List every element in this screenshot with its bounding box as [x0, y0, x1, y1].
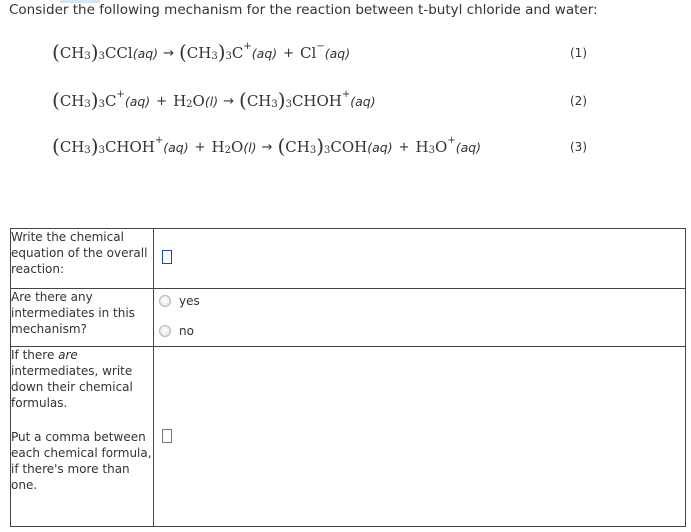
option-yes[interactable] [159, 292, 685, 310]
row-intermediates-formula [11, 347, 686, 527]
instruction-text-b: intermediates, write down their chemical formulas. [11, 364, 133, 410]
row-overall [11, 229, 686, 289]
equation-2: ( CH $_3$ ) $_3$ C + (aq) + H $_2$ O (l) → ( CH $_3$ ) $_3$ CHOH + (aq) (2) [52, 88, 587, 112]
row-intermediates-exist [11, 289, 686, 347]
question-intro: Consider the following mechanism for the reaction between t-butyl chloride and water: [9, 2, 598, 18]
no-radio[interactable] [159, 325, 171, 337]
overall-equation-input[interactable] [162, 250, 172, 264]
equation-2-number: (2) [570, 94, 587, 108]
no-label: no [179, 324, 194, 338]
equation-1-number: (1) [570, 46, 587, 60]
intermediates-formula-input[interactable] [162, 429, 172, 443]
equation-3-number: (3) [570, 140, 587, 154]
overall-prompt: Write the chemical equation of the overall reaction: [11, 229, 154, 289]
intermediates-formula-prompt [11, 347, 154, 527]
yes-label: yes [179, 294, 200, 308]
instruction-text-a: If there [11, 348, 59, 362]
option-no[interactable] [159, 322, 685, 340]
equation-3: ( CH $_3$ ) $_3$ CHOH + (aq) + H $_2$ O (l) → ( CH $_3$ ) $_3$ COH (aq) + H $_3$ O + (aq) (3) [52, 134, 587, 158]
instruction-emphasis: are [58, 348, 78, 362]
yes-radio[interactable] [159, 295, 171, 307]
comma-note: Put a comma between each chemical formula, if there's more than one. [11, 430, 152, 492]
intermediates-exist-answer-cell [154, 289, 686, 347]
equation-1: ( CH $_3$ ) $_3$ CCl (aq) → ( CH $_3$ ) $_3$ C + (aq) + Cl − (aq) (1) [52, 40, 587, 64]
answer-table [10, 228, 686, 527]
overall-answer-cell [154, 229, 686, 289]
intermediates-formula-instruction [11, 347, 153, 411]
intermediates-exist-prompt: Are there any intermediates in this mechanism? [11, 289, 154, 347]
intermediates-formula-answer-cell [154, 347, 686, 527]
